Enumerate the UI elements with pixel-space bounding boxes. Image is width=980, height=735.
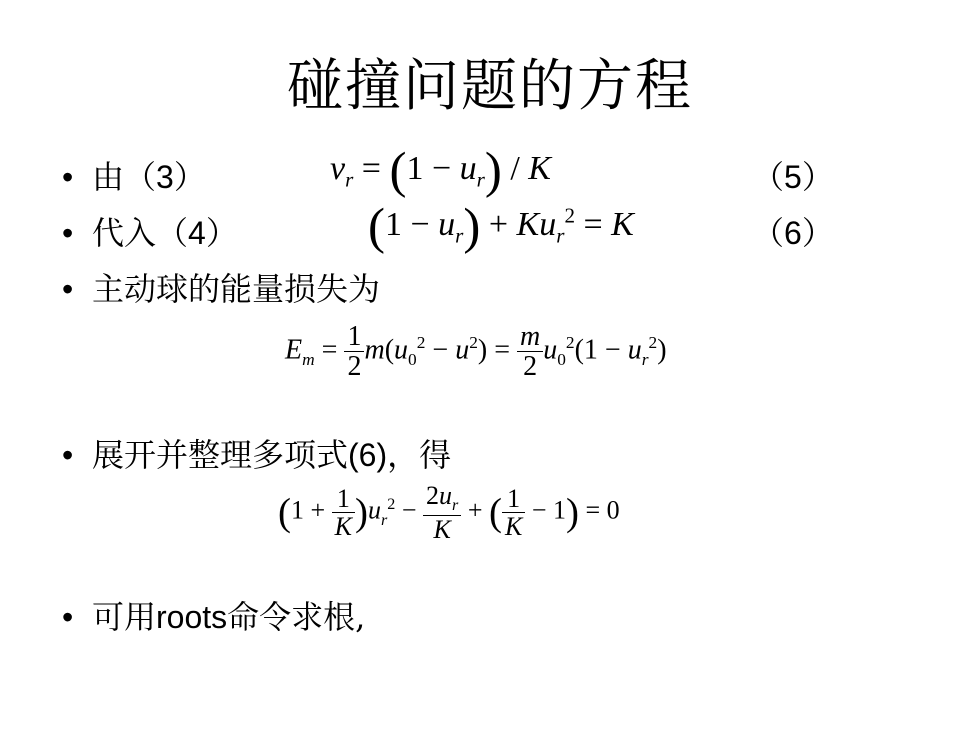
bullet-dot: •	[62, 215, 74, 251]
bullet-1: • 由（3）	[62, 158, 206, 196]
slide-title: 碰撞问题的方程	[287, 54, 693, 119]
bullet-dot: •	[62, 437, 74, 473]
bullet-5-text: 可用	[92, 598, 157, 636]
bullet-3-text: 主动球的能量损失为	[92, 270, 381, 308]
equation-6: $(1 - u_r) + Ku_r^2 = K$	[368, 199, 634, 255]
equation-number-5: （5）	[752, 158, 834, 196]
bullet-dot: •	[62, 599, 74, 635]
bullet-dot: •	[62, 159, 74, 195]
polynomial-equation: (1 + $\frac{1}{K}$ )$u_r^2$ − $\frac{2u_r}{K}$ + ( $\frac{1}{K}$ − 1) = 0	[278, 481, 620, 545]
equation-number-6: （6）	[752, 214, 834, 252]
bullet-5: • 可用roots命令求根,	[62, 598, 366, 636]
bullet-1-text: 由（	[92, 158, 157, 196]
bullet-4-text: 展开并整理多项式	[92, 436, 349, 474]
bullet-2: • 代入（4）	[62, 214, 238, 252]
bullet-4: • 展开并整理多项式(6)，得	[62, 436, 452, 474]
bullet-3	[62, 264, 380, 310]
equation-5: $v_r = (1 - u_r) / K$	[330, 143, 551, 199]
bullet-dot: •	[62, 271, 74, 307]
energy-loss-equation: $E_m$ = $\frac{1}{2}$ $m(u_0^2 - u^2)$ = $\frac{m}{2}$ $u_0^2(1 - u_r^2)$	[285, 321, 667, 383]
bullet-2-text: 代入（	[92, 214, 189, 252]
